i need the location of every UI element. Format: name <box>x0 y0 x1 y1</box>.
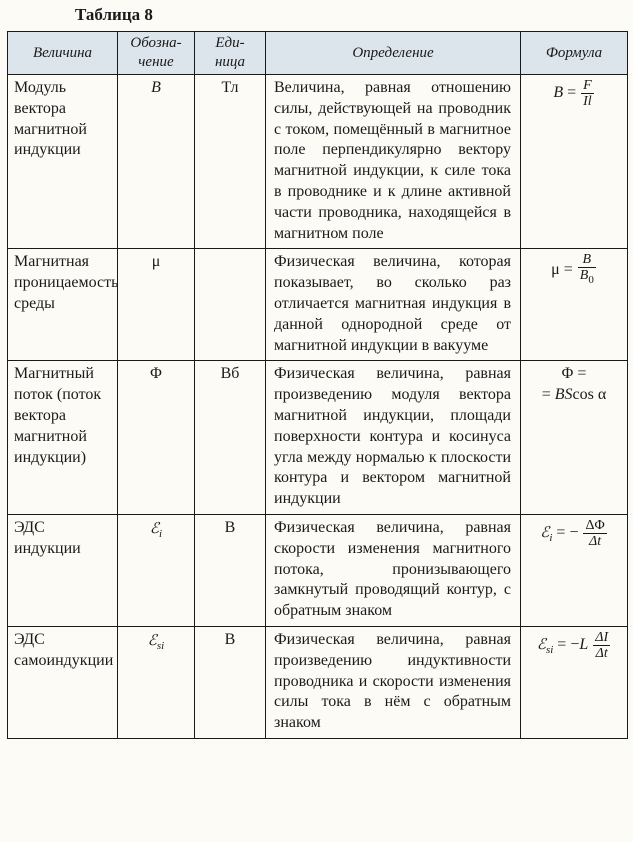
quantity-name: Магнитная проницаемость среды <box>8 249 118 361</box>
definition-cell: Физическая величина, равная произведению модуля вектора магнитной индукции, площади поверхности контура и косинуса угла между нормалью к плоскости контура и вектором магнитной индукции <box>266 361 521 515</box>
symbol-cell: ℰ$_{si}$ <box>118 626 195 738</box>
quantity-name: ЭДС самоиндукции <box>8 626 118 738</box>
definition-cell: Физическая величина, которая показывает, во сколько раз отличается магнитная индукция в данной однородной среде от магнитной индукции в вакууме <box>266 249 521 361</box>
unit-cell <box>195 249 266 361</box>
table-row <box>8 249 628 361</box>
table-title: Таблица 8 <box>75 5 153 24</box>
formula-cell: Φ = = BScos α <box>521 361 628 515</box>
symbol-cell: Φ <box>118 361 195 515</box>
table-row <box>8 514 628 626</box>
unit-cell: В <box>195 626 266 738</box>
definitions-table <box>7 31 628 739</box>
symbol-cell: ℰ$_i$ <box>118 514 195 626</box>
header-symbol: Обозна- чение <box>118 32 195 75</box>
table-row <box>8 75 628 249</box>
unit-cell: Вб <box>195 361 266 515</box>
formula-cell: μ = $\frac{B}{B_0}$ <box>521 249 628 361</box>
header-unit: Еди- ница <box>195 32 266 75</box>
quantity-name: Магнитный поток (поток вектора магнитной индукции) <box>8 361 118 515</box>
symbol-cell: B <box>118 75 195 249</box>
symbol-cell: μ <box>118 249 195 361</box>
definition-cell: Величина, равная отношению силы, действующей на проводник с током, помещённый в магнитное поле перпендикулярно вектору магнитной индукции, к силе тока в проводнике и к длине активной части проводника, находящейся в магнитном поле <box>266 75 521 249</box>
table-row <box>8 361 628 515</box>
quantity-name: Модуль вектора магнитной индукции <box>8 75 118 249</box>
header-row <box>8 32 628 75</box>
header-definition: Определение <box>266 32 521 75</box>
definition-cell: Физическая величина, равная скорости изменения магнитного потока, пронизывающего замкнутый проводящий контур, с обратным знаком <box>266 514 521 626</box>
formula-cell: ℰ$_i$ = − $\frac{\Delta\Phi}{\Delta t}$ <box>521 514 628 626</box>
unit-cell: Тл <box>195 75 266 249</box>
header-quantity: Величина <box>8 32 118 75</box>
quantity-name: ЭДС индукции <box>8 514 118 626</box>
table-row <box>8 626 628 738</box>
unit-cell: В <box>195 514 266 626</box>
definition-cell: Физическая величина, равная произведению индуктивности проводника и скорости изменения силы тока в нём с обратным знаком <box>266 626 521 738</box>
formula-cell: ℰ$_{si}$ = −L $\frac{\Delta I}{\Delta t}$ <box>521 626 628 738</box>
formula-cell: B = $\frac{F}{Il}$ <box>521 75 628 249</box>
header-formula: Формула <box>521 32 628 75</box>
